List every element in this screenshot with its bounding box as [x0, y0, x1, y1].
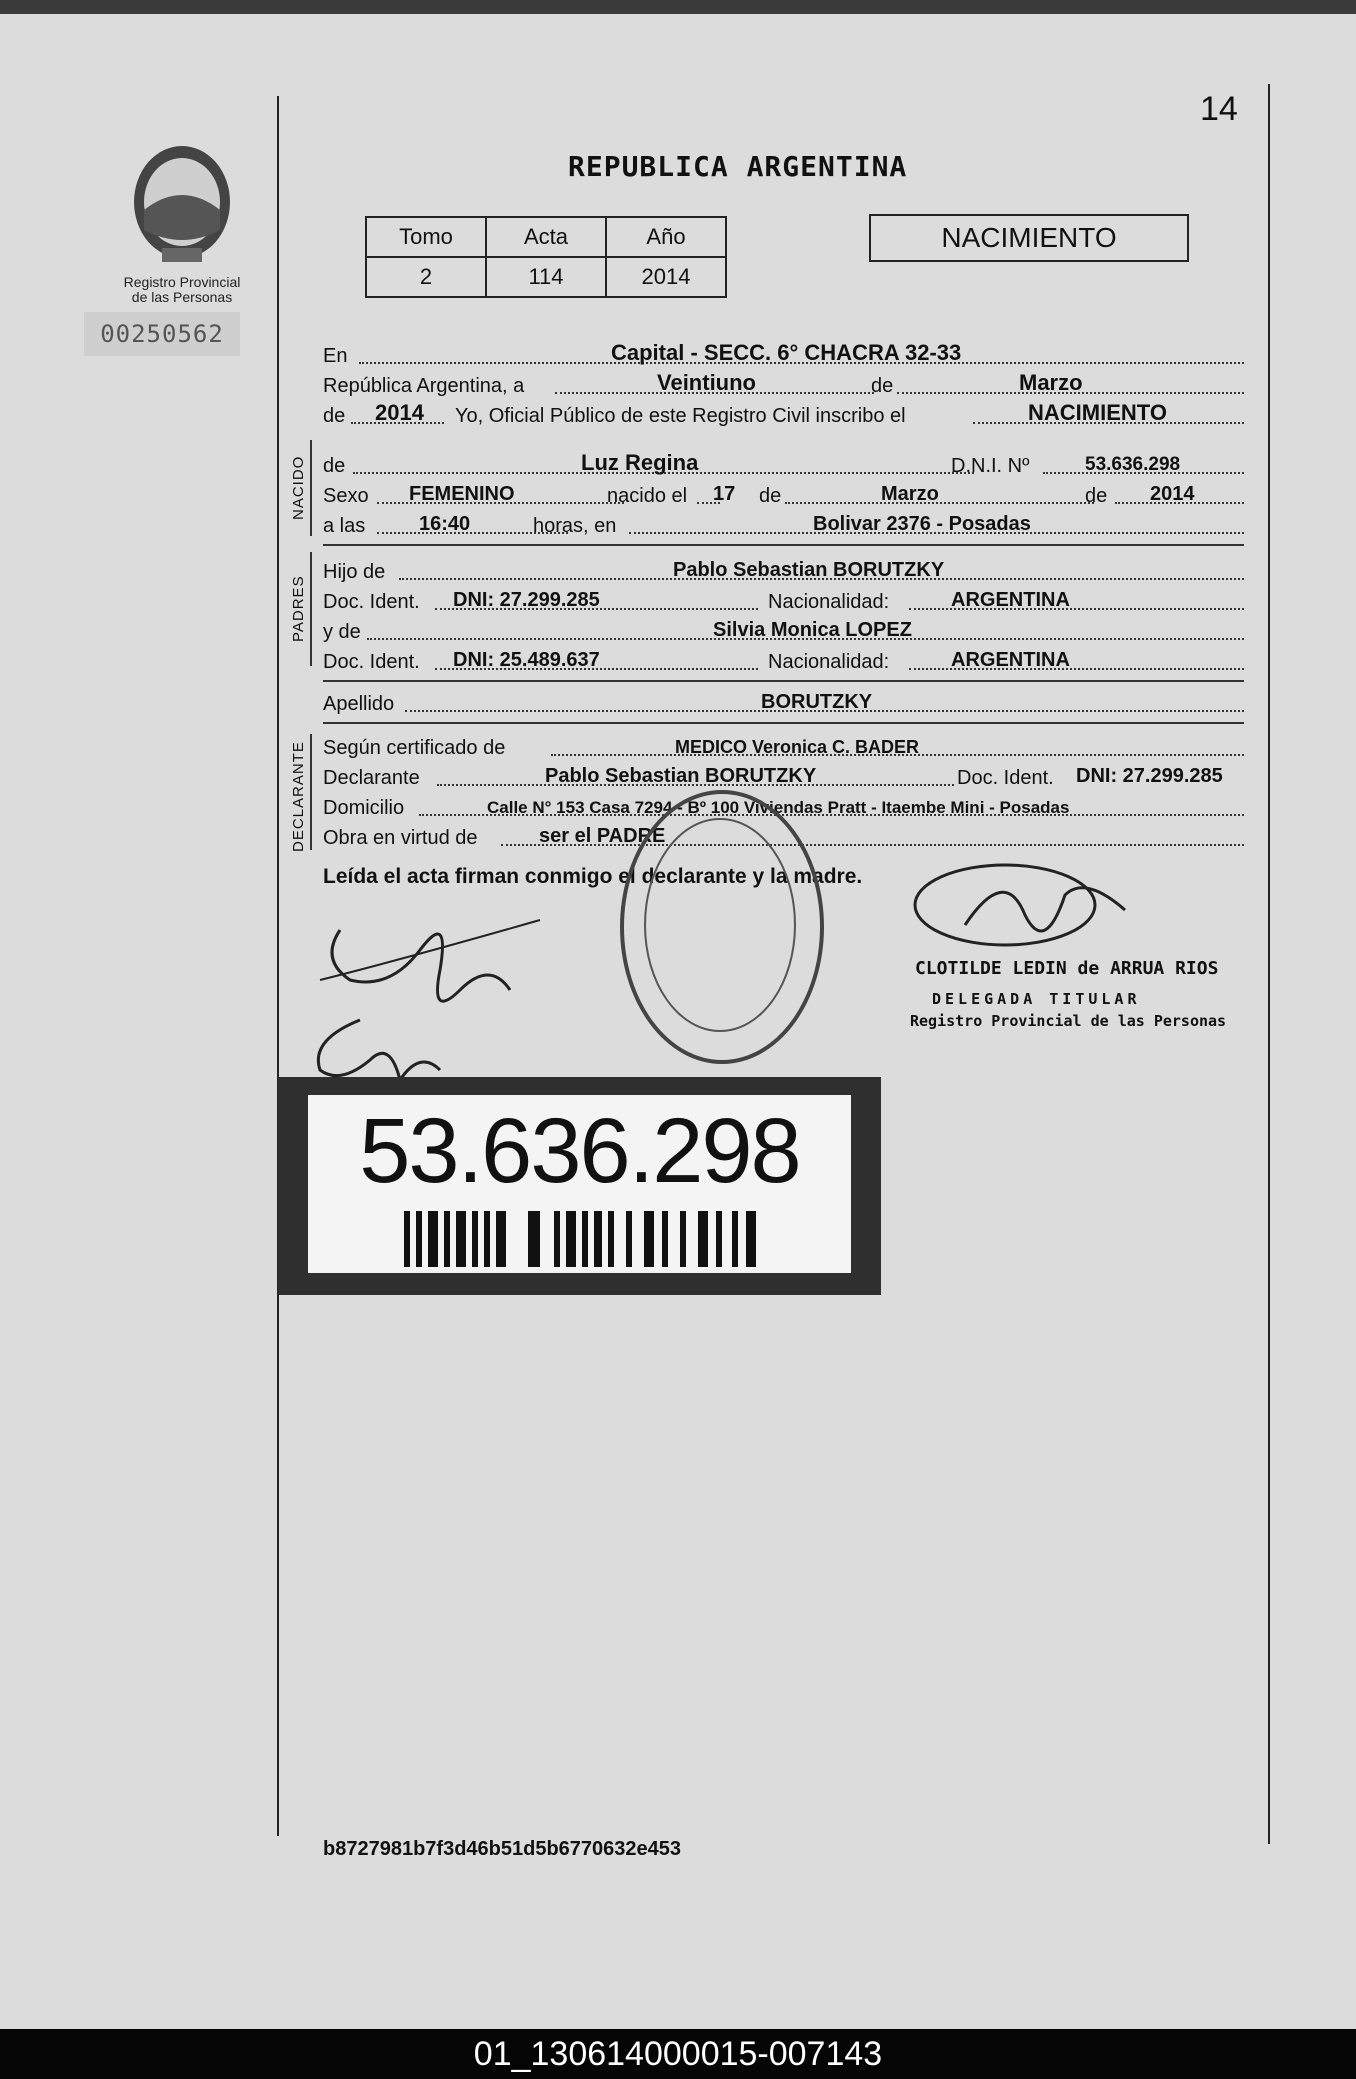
row-en — [323, 340, 1244, 370]
address-value: Calle N° 153 Casa 7294 - Bº 100 Viviendas Pratt - Itaembe Mini - Posadas — [487, 798, 1070, 817]
place-value: Capital - SECC. 6° CHACRA 32-33 — [611, 340, 962, 365]
label-a-las: a las — [323, 515, 366, 537]
name-value: Luz Regina — [581, 450, 699, 475]
label-hijo-de: Hijo de — [323, 561, 386, 583]
label-de: de — [871, 375, 894, 397]
label-domicilio: Domicilio — [323, 797, 405, 819]
label-doc-ident: Doc. Ident. — [323, 651, 420, 673]
label-de: de — [323, 405, 346, 427]
label-de: de — [1085, 485, 1108, 507]
row-father — [323, 556, 1244, 586]
misiones-seal-icon — [122, 140, 242, 270]
mother-nat-value: ARGENTINA — [951, 649, 1070, 671]
label-obra: Obra en virtud de — [323, 827, 478, 849]
birth-day-value: 17 — [713, 483, 736, 505]
official-name: CLOTILDE LEDIN de ARRUA RIOS — [915, 958, 1219, 979]
official-stamp-inner — [644, 818, 796, 1032]
header-ano: Año — [606, 217, 726, 257]
declarant-signature — [300, 870, 560, 1090]
dni-value: 53.636.298 — [1085, 454, 1181, 475]
label-nacido: nacido el — [607, 485, 688, 507]
label-dni: D.N.I. Nº — [951, 455, 1030, 477]
side-label-nacido: NACIDO — [290, 455, 307, 520]
time-value: 16:40 — [419, 513, 471, 535]
row-declarant — [323, 762, 1244, 792]
scan-footer: 01_130614000015-007143 — [0, 2029, 1356, 2079]
label-republica: República Argentina, a — [323, 375, 525, 397]
father-doc-value: DNI: 27.299.285 — [453, 589, 600, 611]
section-bracket — [310, 440, 312, 536]
value-tomo: 2 — [366, 257, 486, 297]
row-time — [323, 510, 1244, 540]
official-title: DELEGADA TITULAR — [932, 990, 1141, 1008]
header-tomo: Tomo — [366, 217, 486, 257]
section-rule — [323, 544, 1244, 546]
dotted-line — [785, 502, 1094, 504]
registry-name-line2: de las Personas — [131, 289, 233, 305]
act-type-box: NACIMIENTO — [869, 214, 1189, 262]
section-bracket — [310, 734, 312, 850]
serial-number: 00250562 — [84, 312, 240, 356]
section-rule — [323, 680, 1244, 682]
row-mother-doc — [323, 646, 1244, 676]
table-row — [366, 257, 726, 297]
dni-barcode-label — [278, 1077, 881, 1295]
side-label-declarante: DECLARANTE — [290, 741, 307, 852]
barcode-inner — [308, 1095, 851, 1273]
document-title: REPUBLICA ARGENTINA — [568, 150, 908, 183]
certificate-value: MEDICO Veronica C. BADER — [675, 737, 920, 757]
barcode-number: 53.636.298 — [359, 1100, 800, 1202]
label-y-de: y de — [323, 621, 361, 643]
header-acta: Acta — [486, 217, 606, 257]
capacity-value: ser el PADRE — [539, 825, 666, 847]
mother-value: Silvia Monica LOPEZ — [713, 619, 912, 641]
volume-table — [365, 216, 727, 298]
provincial-seal — [112, 140, 252, 305]
row-father-doc — [323, 586, 1244, 616]
row-name — [323, 450, 1244, 480]
row-surname — [323, 688, 1244, 718]
section-rule — [323, 722, 1244, 724]
label-doc-ident: Doc. Ident. — [323, 591, 420, 613]
row-year — [323, 400, 1244, 430]
surname-value: BORUTZKY — [761, 691, 873, 713]
birth-month-value: Marzo — [881, 483, 939, 505]
label-en: En — [323, 345, 348, 367]
document-hash: b8727981b7f3d46b51d5b6770632e453 — [323, 1838, 682, 1860]
label-segun: Según certificado de — [323, 737, 506, 759]
label-sexo: Sexo — [323, 485, 369, 507]
year-value: 2014 — [375, 400, 424, 425]
barcode-icon — [404, 1211, 756, 1267]
declarant-doc-value: DNI: 27.299.285 — [1076, 765, 1223, 787]
right-margin-line — [1268, 84, 1270, 1844]
left-margin-line — [277, 96, 279, 1836]
label-apellido: Apellido — [323, 693, 395, 715]
declarant-value: Pablo Sebastian BORUTZKY — [545, 765, 817, 787]
official-signature — [905, 855, 1145, 965]
birth-year-value: 2014 — [1150, 483, 1195, 505]
label-nacionalidad: Nacionalidad: — [768, 591, 890, 613]
label-de: de — [323, 455, 346, 477]
label-nacionalidad: Nacionalidad: — [768, 651, 890, 673]
label-declarante: Declarante — [323, 767, 420, 789]
act-type-value: NACIMIENTO — [1028, 400, 1167, 425]
row-certificate — [323, 732, 1244, 762]
registry-name-line1: Registro Provincial — [123, 274, 241, 290]
row-republica — [323, 370, 1244, 400]
value-ano: 2014 — [606, 257, 726, 297]
value-acta: 114 — [486, 257, 606, 297]
closing-statement: Leída el acta firman conmigo el declarante y la madre. — [323, 865, 863, 888]
side-label-padres: PADRES — [290, 575, 307, 642]
row-mother — [323, 616, 1244, 646]
label-de: de — [759, 485, 782, 507]
label-horas-en: horas, en — [533, 515, 617, 537]
label-doc-ident: Doc. Ident. — [957, 767, 1054, 789]
birth-place-value: Bolivar 2376 - Posadas — [813, 513, 1031, 535]
father-nat-value: ARGENTINA — [951, 589, 1070, 611]
row-sex — [323, 480, 1244, 510]
mother-doc-value: DNI: 25.489.637 — [453, 649, 600, 671]
father-value: Pablo Sebastian BORUTZKY — [673, 559, 945, 581]
day-text-value: Veintiuno — [657, 370, 756, 395]
table-row — [366, 217, 726, 257]
official-office: Registro Provincial de las Personas — [910, 1012, 1227, 1030]
label-yo: Yo, Oficial Público de este Registro Civil inscribo el — [455, 405, 906, 427]
section-bracket — [310, 552, 312, 666]
page-number: 14 — [1200, 90, 1238, 128]
sex-value: FEMENINO — [409, 483, 515, 505]
month-value: Marzo — [1019, 370, 1083, 395]
